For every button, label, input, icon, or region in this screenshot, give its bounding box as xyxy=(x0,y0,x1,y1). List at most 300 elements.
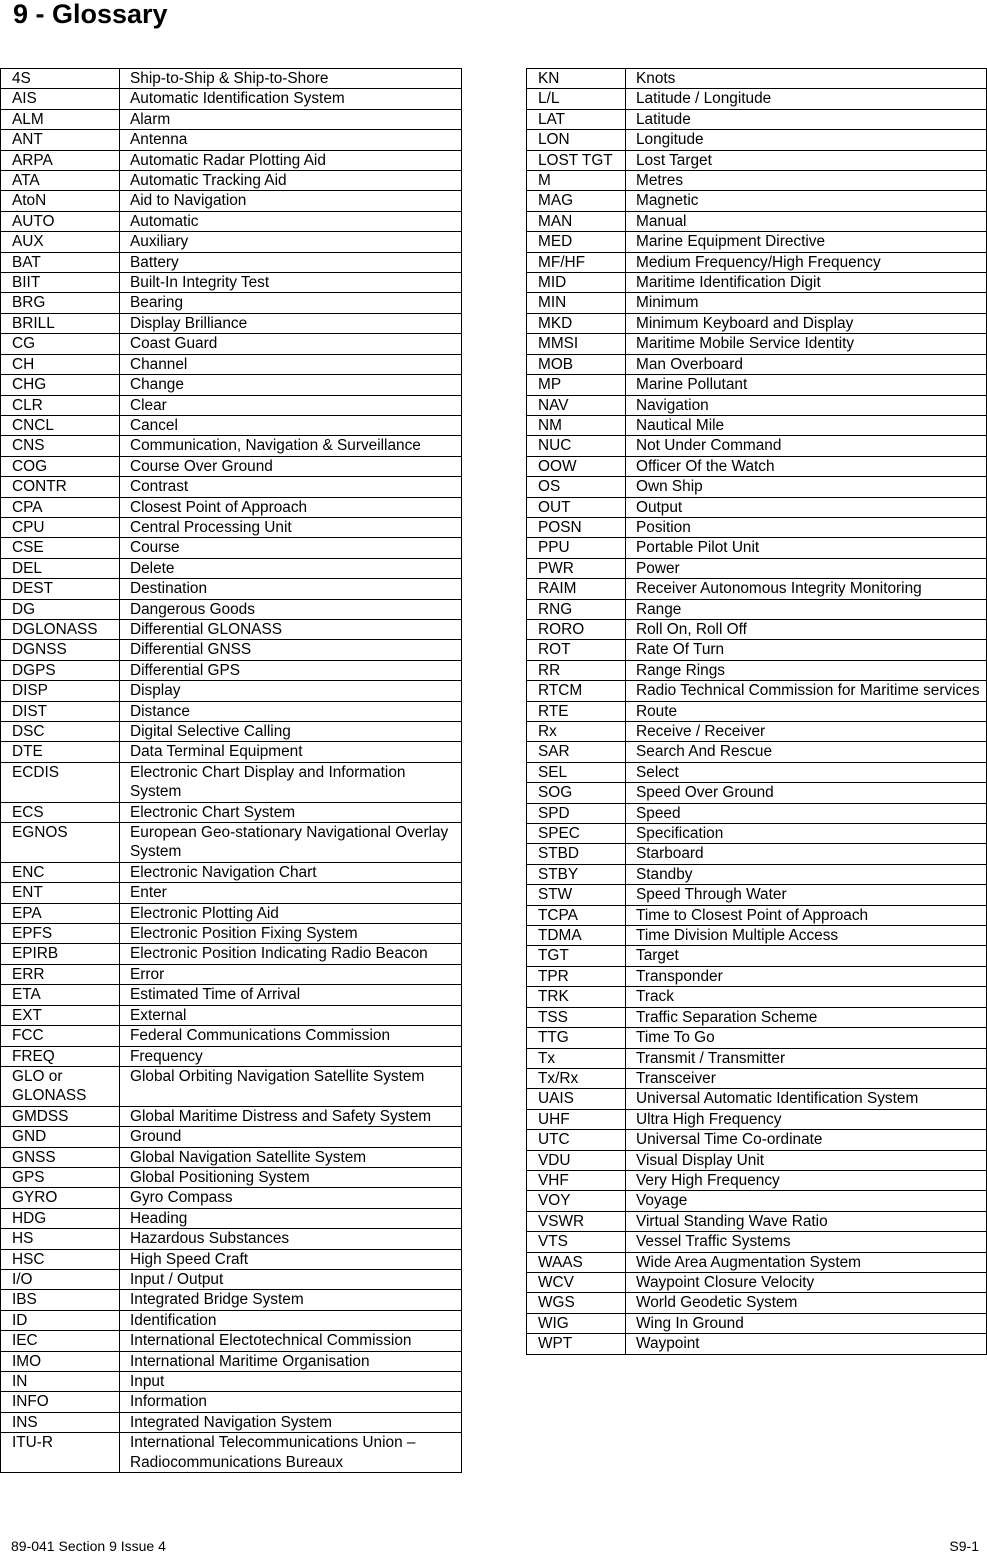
glossary-definition: Battery xyxy=(120,252,462,272)
glossary-definition: Speed Over Ground xyxy=(626,783,987,803)
glossary-definition: Global Maritime Distress and Safety System xyxy=(120,1106,462,1126)
glossary-abbreviation: WCV xyxy=(527,1272,626,1292)
glossary-row xyxy=(527,722,987,742)
glossary-row xyxy=(1,89,462,109)
glossary-definition: Input xyxy=(120,1372,462,1392)
glossary-row xyxy=(527,1048,987,1068)
glossary-row xyxy=(1,964,462,984)
glossary-definition: Latitude / Longitude xyxy=(626,89,987,109)
glossary-definition: Waypoint xyxy=(626,1334,987,1354)
glossary-definition: Cancel xyxy=(120,415,462,435)
glossary-abbreviation: DIST xyxy=(1,701,120,721)
glossary-row xyxy=(527,69,987,89)
glossary-row xyxy=(527,517,987,537)
glossary-abbreviation: OUT xyxy=(527,497,626,517)
glossary-definition: Federal Communications Commission xyxy=(120,1026,462,1046)
glossary-definition: Virtual Standing Wave Ratio xyxy=(626,1211,987,1231)
glossary-definition: Enter xyxy=(120,883,462,903)
glossary-row xyxy=(527,1130,987,1150)
glossary-row xyxy=(1,232,462,252)
glossary-abbreviation: STW xyxy=(527,885,626,905)
glossary-definition: Electronic Position Indicating Radio Beacon xyxy=(120,944,462,964)
glossary-row xyxy=(1,640,462,660)
glossary-abbreviation: WPT xyxy=(527,1334,626,1354)
glossary-abbreviation: TTG xyxy=(527,1028,626,1048)
glossary-definition: Universal Automatic Identification System xyxy=(626,1089,987,1109)
glossary-abbreviation: DGLONASS xyxy=(1,619,120,639)
glossary-definition: Target xyxy=(626,946,987,966)
glossary-row xyxy=(1,722,462,742)
glossary-row xyxy=(1,701,462,721)
glossary-abbreviation: MKD xyxy=(527,313,626,333)
glossary-abbreviation: CSE xyxy=(1,538,120,558)
glossary-row xyxy=(527,762,987,782)
glossary-row xyxy=(527,456,987,476)
glossary-row xyxy=(527,1313,987,1333)
glossary-row xyxy=(527,599,987,619)
glossary-row xyxy=(1,1229,462,1249)
glossary-definition: Select xyxy=(626,762,987,782)
glossary-definition: Vessel Traffic Systems xyxy=(626,1232,987,1252)
glossary-abbreviation: IEC xyxy=(1,1331,120,1351)
glossary-row xyxy=(527,252,987,272)
glossary-definition: International Electotechnical Commission xyxy=(120,1331,462,1351)
glossary-row xyxy=(527,926,987,946)
glossary-abbreviation: ARPA xyxy=(1,150,120,170)
glossary-abbreviation: FCC xyxy=(1,1026,120,1046)
glossary-abbreviation: RAIM xyxy=(527,579,626,599)
glossary-definition: Transmit / Transmitter xyxy=(626,1048,987,1068)
glossary-definition: Range xyxy=(626,599,987,619)
glossary-definition: Latitude xyxy=(626,109,987,129)
glossary-definition: Time Division Multiple Access xyxy=(626,926,987,946)
glossary-definition: Global Positioning System xyxy=(120,1167,462,1187)
glossary-abbreviation: SAR xyxy=(527,742,626,762)
glossary-abbreviation: I/O xyxy=(1,1269,120,1289)
glossary-definition: Display xyxy=(120,681,462,701)
glossary-row xyxy=(527,1191,987,1211)
glossary-abbreviation: AUX xyxy=(1,232,120,252)
glossary-row xyxy=(527,905,987,925)
glossary-row xyxy=(527,1028,987,1048)
glossary-abbreviation: ALM xyxy=(1,109,120,129)
glossary-abbreviation: PPU xyxy=(527,538,626,558)
glossary-abbreviation: TSS xyxy=(527,1007,626,1027)
glossary-row xyxy=(1,599,462,619)
glossary-definition: Man Overboard xyxy=(626,354,987,374)
glossary-definition: Officer Of the Watch xyxy=(626,456,987,476)
glossary-row xyxy=(527,783,987,803)
glossary-definition: Dangerous Goods xyxy=(120,599,462,619)
glossary-definition: Closest Point of Approach xyxy=(120,497,462,517)
glossary-abbreviation: NM xyxy=(527,415,626,435)
glossary-definition: Metres xyxy=(626,171,987,191)
glossary-row xyxy=(1,742,462,762)
glossary-definition: Electronic Chart System xyxy=(120,802,462,822)
glossary-abbreviation: ETA xyxy=(1,985,120,1005)
glossary-row xyxy=(1,109,462,129)
glossary-definition: Global Orbiting Navigation Satellite System xyxy=(120,1066,462,1106)
glossary-abbreviation: Tx xyxy=(527,1048,626,1068)
glossary-row xyxy=(527,1150,987,1170)
glossary-definition: Integrated Navigation System xyxy=(120,1412,462,1432)
glossary-abbreviation: ROT xyxy=(527,640,626,660)
glossary-row xyxy=(527,885,987,905)
glossary-abbreviation: EPIRB xyxy=(1,944,120,964)
glossary-row xyxy=(1,1351,462,1371)
glossary-row xyxy=(1,456,462,476)
glossary-definition: Voyage xyxy=(626,1191,987,1211)
glossary-abbreviation: RNG xyxy=(527,599,626,619)
glossary-abbreviation: ECS xyxy=(1,802,120,822)
glossary-definition: Course Over Ground xyxy=(120,456,462,476)
glossary-row xyxy=(527,1170,987,1190)
glossary-row xyxy=(527,1211,987,1231)
glossary-definition: Change xyxy=(120,375,462,395)
glossary-abbreviation: HS xyxy=(1,1229,120,1249)
glossary-definition: Distance xyxy=(120,701,462,721)
glossary-row xyxy=(1,354,462,374)
glossary-row xyxy=(1,191,462,211)
glossary-row xyxy=(1,1269,462,1289)
glossary-definition: Automatic xyxy=(120,211,462,231)
glossary-abbreviation: NAV xyxy=(527,395,626,415)
glossary-row xyxy=(527,1272,987,1292)
glossary-row xyxy=(1,1188,462,1208)
glossary-row xyxy=(527,619,987,639)
glossary-row xyxy=(527,477,987,497)
glossary-definition: Minimum xyxy=(626,293,987,313)
glossary-definition: Display Brilliance xyxy=(120,313,462,333)
glossary-row xyxy=(527,89,987,109)
glossary-row xyxy=(1,660,462,680)
glossary-abbreviation: KN xyxy=(527,69,626,89)
glossary-definition: Channel xyxy=(120,354,462,374)
glossary-abbreviation: CG xyxy=(1,334,120,354)
glossary-abbreviation: ENC xyxy=(1,862,120,882)
glossary-row xyxy=(527,293,987,313)
glossary-definition: Rate Of Turn xyxy=(626,640,987,660)
glossary-definition: Frequency xyxy=(120,1046,462,1066)
glossary-table-right-body xyxy=(527,69,987,1355)
glossary-definition: Automatic Tracking Aid xyxy=(120,171,462,191)
glossary-definition: Electronic Navigation Chart xyxy=(120,862,462,882)
glossary-definition: Magnetic xyxy=(626,191,987,211)
glossary-abbreviation: TPR xyxy=(527,966,626,986)
glossary-definition: Starboard xyxy=(626,844,987,864)
glossary-abbreviation: VHF xyxy=(527,1170,626,1190)
glossary-row xyxy=(1,1026,462,1046)
glossary-abbreviation: CNCL xyxy=(1,415,120,435)
glossary-definition: Knots xyxy=(626,69,987,89)
glossary-definition: Alarm xyxy=(120,109,462,129)
glossary-abbreviation: L/L xyxy=(527,89,626,109)
glossary-definition: Speed xyxy=(626,803,987,823)
glossary-row xyxy=(1,1249,462,1269)
glossary-row xyxy=(527,1334,987,1354)
glossary-abbreviation: UHF xyxy=(527,1109,626,1129)
glossary-definition: Differential GPS xyxy=(120,660,462,680)
footer-page-number: S9-1 xyxy=(949,1538,979,1554)
glossary-definition: Ground xyxy=(120,1127,462,1147)
glossary-definition: Heading xyxy=(120,1208,462,1228)
glossary-definition: Portable Pilot Unit xyxy=(626,538,987,558)
glossary-row xyxy=(1,558,462,578)
glossary-definition: Minimum Keyboard and Display xyxy=(626,313,987,333)
glossary-abbreviation: COG xyxy=(1,456,120,476)
glossary-row xyxy=(527,1232,987,1252)
glossary-abbreviation: BRG xyxy=(1,293,120,313)
glossary-row xyxy=(527,701,987,721)
glossary-abbreviation: Tx/Rx xyxy=(527,1068,626,1088)
glossary-definition: Ultra High Frequency xyxy=(626,1109,987,1129)
glossary-abbreviation: VOY xyxy=(527,1191,626,1211)
glossary-definition: Differential GNSS xyxy=(120,640,462,660)
glossary-row xyxy=(1,1331,462,1351)
glossary-definition: External xyxy=(120,1005,462,1025)
glossary-table-left xyxy=(0,68,462,1473)
glossary-abbreviation: DG xyxy=(1,599,120,619)
glossary-row xyxy=(1,517,462,537)
glossary-definition: Nautical Mile xyxy=(626,415,987,435)
glossary-abbreviation: TDMA xyxy=(527,926,626,946)
glossary-row xyxy=(1,130,462,150)
glossary-row xyxy=(527,864,987,884)
glossary-abbreviation: ATA xyxy=(1,171,120,191)
glossary-row xyxy=(1,903,462,923)
glossary-definition: Input / Output xyxy=(120,1269,462,1289)
glossary-abbreviation: ENT xyxy=(1,883,120,903)
glossary-definition: Clear xyxy=(120,395,462,415)
glossary-abbreviation: MED xyxy=(527,232,626,252)
glossary-definition: Radio Technical Commission for Maritime services xyxy=(626,681,987,701)
glossary-row xyxy=(1,1066,462,1106)
glossary-abbreviation: DGPS xyxy=(1,660,120,680)
glossary-table-right xyxy=(526,68,987,1355)
glossary-abbreviation: EGNOS xyxy=(1,823,120,863)
glossary-definition: Coast Guard xyxy=(120,334,462,354)
glossary-definition: Destination xyxy=(120,579,462,599)
glossary-abbreviation: WGS xyxy=(527,1293,626,1313)
page-title: 9 - Glossary xyxy=(13,0,168,29)
glossary-definition: International Telecommunications Union – Radiocommunications Bureaux xyxy=(120,1433,462,1473)
glossary-abbreviation: ITU-R xyxy=(1,1433,120,1473)
glossary-abbreviation: WAAS xyxy=(527,1252,626,1272)
glossary-definition: Specification xyxy=(626,824,987,844)
glossary-abbreviation: HSC xyxy=(1,1249,120,1269)
glossary-abbreviation: INFO xyxy=(1,1392,120,1412)
glossary-definition: Marine Pollutant xyxy=(626,375,987,395)
glossary-abbreviation: SOG xyxy=(527,783,626,803)
glossary-abbreviation: GPS xyxy=(1,1167,120,1187)
glossary-abbreviation: AUTO xyxy=(1,211,120,231)
glossary-row xyxy=(527,824,987,844)
glossary-row xyxy=(1,69,462,89)
glossary-abbreviation: MIN xyxy=(527,293,626,313)
glossary-abbreviation: LOST TGT xyxy=(527,150,626,170)
glossary-row xyxy=(527,334,987,354)
glossary-abbreviation: SEL xyxy=(527,762,626,782)
glossary-abbreviation: MOB xyxy=(527,354,626,374)
glossary-row xyxy=(1,415,462,435)
glossary-definition: Transceiver xyxy=(626,1068,987,1088)
glossary-row xyxy=(1,395,462,415)
glossary-abbreviation: STBY xyxy=(527,864,626,884)
glossary-abbreviation: DISP xyxy=(1,681,120,701)
glossary-definition: Antenna xyxy=(120,130,462,150)
glossary-definition: Bearing xyxy=(120,293,462,313)
glossary-abbreviation: LON xyxy=(527,130,626,150)
glossary-definition: European Geo-stationary Navigational Overlay System xyxy=(120,823,462,863)
glossary-abbreviation: ECDIS xyxy=(1,762,120,802)
glossary-definition: Differential GLONASS xyxy=(120,619,462,639)
glossary-row xyxy=(527,1293,987,1313)
glossary-abbreviation: MAG xyxy=(527,191,626,211)
glossary-definition: Error xyxy=(120,964,462,984)
glossary-abbreviation: INS xyxy=(1,1412,120,1432)
glossary-abbreviation: MAN xyxy=(527,211,626,231)
glossary-abbreviation: VDU xyxy=(527,1150,626,1170)
glossary-abbreviation: CH xyxy=(1,354,120,374)
glossary-definition: Information xyxy=(120,1392,462,1412)
glossary-definition: Maritime Mobile Service Identity xyxy=(626,334,987,354)
glossary-definition: Navigation xyxy=(626,395,987,415)
glossary-abbreviation: DEL xyxy=(1,558,120,578)
glossary-row xyxy=(1,436,462,456)
glossary-row xyxy=(527,640,987,660)
glossary-abbreviation: IN xyxy=(1,1372,120,1392)
glossary-abbreviation: 4S xyxy=(1,69,120,89)
glossary-row xyxy=(1,293,462,313)
glossary-abbreviation: MMSI xyxy=(527,334,626,354)
glossary-definition: Course xyxy=(120,538,462,558)
glossary-definition: Standby xyxy=(626,864,987,884)
glossary-definition: Not Under Command xyxy=(626,436,987,456)
glossary-definition: Power xyxy=(626,558,987,578)
glossary-row xyxy=(527,109,987,129)
glossary-abbreviation: ERR xyxy=(1,964,120,984)
glossary-row xyxy=(527,1068,987,1088)
glossary-abbreviation: ANT xyxy=(1,130,120,150)
glossary-abbreviation: TGT xyxy=(527,946,626,966)
glossary-definition: Central Processing Unit xyxy=(120,517,462,537)
glossary-definition: Very High Frequency xyxy=(626,1170,987,1190)
glossary-definition: Electronic Position Fixing System xyxy=(120,924,462,944)
glossary-abbreviation: CNS xyxy=(1,436,120,456)
glossary-row xyxy=(1,1046,462,1066)
glossary-row xyxy=(1,579,462,599)
glossary-row xyxy=(1,538,462,558)
glossary-row xyxy=(1,1433,462,1473)
glossary-row xyxy=(527,579,987,599)
glossary-abbreviation: M xyxy=(527,171,626,191)
glossary-row xyxy=(1,1310,462,1330)
glossary-definition: Aid to Navigation xyxy=(120,191,462,211)
glossary-definition: World Geodetic System xyxy=(626,1293,987,1313)
glossary-definition: Ship-to-Ship & Ship-to-Shore xyxy=(120,69,462,89)
glossary-row xyxy=(527,844,987,864)
glossary-row xyxy=(527,742,987,762)
glossary-abbreviation: DSC xyxy=(1,722,120,742)
glossary-definition: Transponder xyxy=(626,966,987,986)
glossary-row xyxy=(1,883,462,903)
glossary-definition: Contrast xyxy=(120,477,462,497)
glossary-row xyxy=(527,415,987,435)
glossary-row xyxy=(1,477,462,497)
glossary-table-left-body xyxy=(1,69,462,1473)
glossary-row xyxy=(1,862,462,882)
glossary-abbreviation: RTCM xyxy=(527,681,626,701)
glossary-row xyxy=(527,538,987,558)
glossary-abbreviation: IMO xyxy=(1,1351,120,1371)
glossary-abbreviation: FREQ xyxy=(1,1046,120,1066)
glossary-definition: Longitude xyxy=(626,130,987,150)
glossary-row xyxy=(527,497,987,517)
glossary-abbreviation: AIS xyxy=(1,89,120,109)
glossary-abbreviation: Rx xyxy=(527,722,626,742)
glossary-abbreviation: CPU xyxy=(1,517,120,537)
glossary-abbreviation: CHG xyxy=(1,375,120,395)
glossary-definition: Delete xyxy=(120,558,462,578)
glossary-definition: Time To Go xyxy=(626,1028,987,1048)
glossary-row xyxy=(527,681,987,701)
glossary-definition: Lost Target xyxy=(626,150,987,170)
glossary-definition: Medium Frequency/High Frequency xyxy=(626,252,987,272)
glossary-definition: Manual xyxy=(626,211,987,231)
glossary-definition: Gyro Compass xyxy=(120,1188,462,1208)
glossary-abbreviation: GLO or GLONASS xyxy=(1,1066,120,1106)
glossary-row xyxy=(1,924,462,944)
glossary-abbreviation: GMDSS xyxy=(1,1106,120,1126)
glossary-row xyxy=(527,1252,987,1272)
glossary-abbreviation: SPEC xyxy=(527,824,626,844)
glossary-abbreviation: SPD xyxy=(527,803,626,823)
glossary-definition: Communication, Navigation & Surveillance xyxy=(120,436,462,456)
glossary-abbreviation: GNSS xyxy=(1,1147,120,1167)
glossary-row xyxy=(1,1412,462,1432)
glossary-abbreviation: POSN xyxy=(527,517,626,537)
glossary-row xyxy=(527,211,987,231)
glossary-row xyxy=(527,987,987,1007)
glossary-abbreviation: EXT xyxy=(1,1005,120,1025)
glossary-row xyxy=(1,1290,462,1310)
glossary-row xyxy=(527,150,987,170)
glossary-row xyxy=(527,313,987,333)
glossary-row xyxy=(527,232,987,252)
glossary-abbreviation: MP xyxy=(527,375,626,395)
glossary-abbreviation: BIIT xyxy=(1,273,120,293)
glossary-definition: Data Terminal Equipment xyxy=(120,742,462,762)
glossary-row xyxy=(527,375,987,395)
glossary-definition: Range Rings xyxy=(626,660,987,680)
glossary-abbreviation: CPA xyxy=(1,497,120,517)
glossary-abbreviation: HDG xyxy=(1,1208,120,1228)
glossary-definition: Track xyxy=(626,987,987,1007)
glossary-row xyxy=(1,823,462,863)
glossary-definition: Electronic Plotting Aid xyxy=(120,903,462,923)
glossary-row xyxy=(1,150,462,170)
glossary-row xyxy=(527,171,987,191)
glossary-row xyxy=(1,1392,462,1412)
glossary-row xyxy=(1,171,462,191)
glossary-row xyxy=(1,1147,462,1167)
glossary-abbreviation: VSWR xyxy=(527,1211,626,1231)
glossary-row xyxy=(1,497,462,517)
glossary-definition: Wide Area Augmentation System xyxy=(626,1252,987,1272)
glossary-abbreviation: OS xyxy=(527,477,626,497)
glossary-abbreviation: RR xyxy=(527,660,626,680)
glossary-row xyxy=(527,1089,987,1109)
